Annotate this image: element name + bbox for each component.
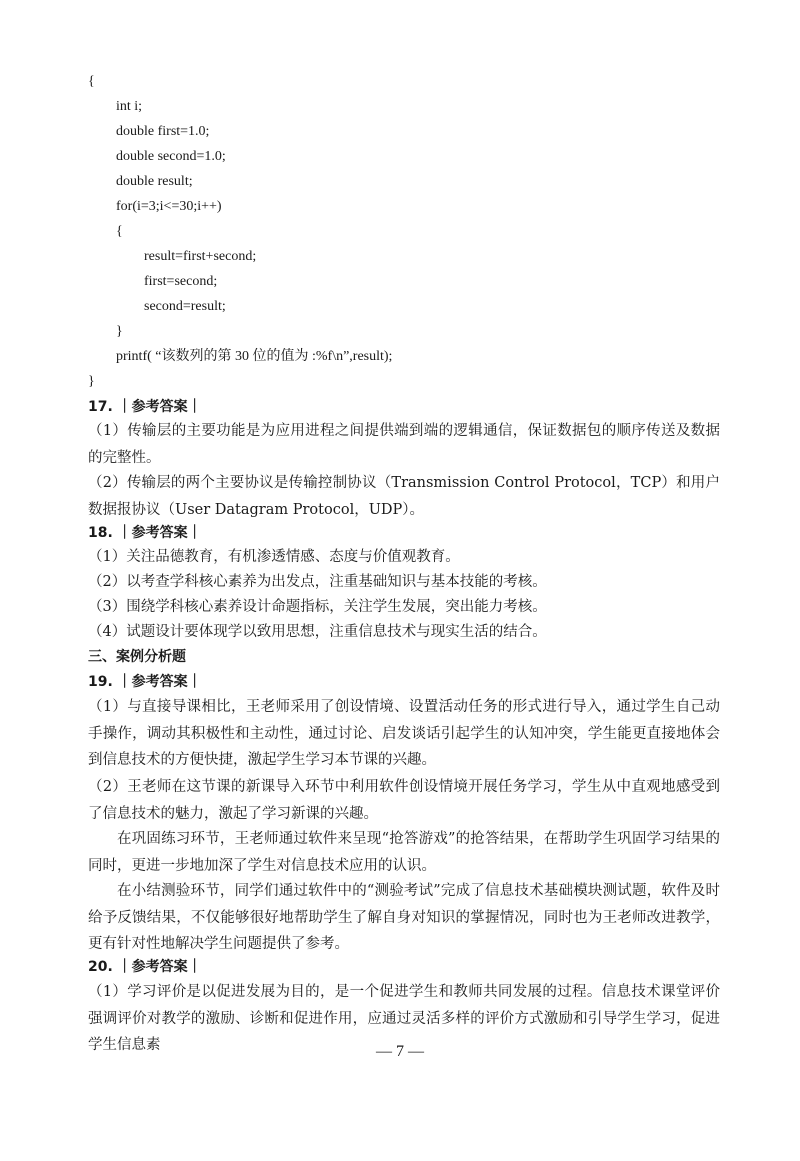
q19-answer-3: 在巩固练习环节，王老师通过软件来呈现“抢答游戏”的抢答结果，在帮助学生巩固学习结果的同时，更进一步地加深了学生对信息技术应用的认识。	[88, 831, 720, 874]
q19-answer-2: （2）王老师在这节课的新课导入环节中利用软件创设情境开展任务学习，学生从中直观地感受到了信息技术的魅力，激起了学习新课的兴趣。	[88, 779, 720, 822]
q19-answer-1: （1）与直接导课相比，王老师采用了创设情境、设置活动任务的形式进行导入，通过学生自己动手操作，调动其积极性和主动性，通过讨论、启发谈话引起学生的认知冲突，学生能更直接地体会到信息技术的方便快捷，激起学生学习本节课的兴趣。	[88, 699, 720, 768]
q19-answer-4: 在小结测验环节，同学们通过软件中的“测验考试”完成了信息技术基础模块测试题，软件及时给予反馈结果，不仅能够很好地帮助学生了解自身对知识的掌握情况，同时也为王老师改进教学，更有针对性地解决学生问题提供了参考。	[88, 883, 720, 952]
page-number: — 7 —	[376, 1043, 424, 1060]
code-line: second=result;	[144, 299, 226, 314]
q17-answer-2: （2）传输层的两个主要协议是传输控制协议（Transmission Control Protocol，TCP）和用户数据报协议（User Datagram Protocol，UDP）。	[88, 475, 720, 518]
q17-answer-1: （1）传输层的主要功能是为应用进程之间提供端到端的逻辑通信，保证数据包的顺序传送及数据的完整性。	[88, 423, 720, 466]
q18-answer-3: （3）围绕学科核心素养设计命题指标，关注学生发展，突出能力考核。	[88, 599, 547, 615]
question-18-heading: 18. ｜参考答案｜	[88, 525, 202, 541]
code-line: printf( “该数列的第 30 位的值为 :%f\n”,result);	[116, 349, 393, 364]
question-19-heading: 19. ｜参考答案｜	[88, 674, 202, 690]
code-line: first=second;	[144, 274, 218, 289]
code-line: }	[116, 324, 123, 339]
section-3-heading: 三、案例分析题	[88, 649, 186, 665]
code-line: double first=1.0;	[116, 124, 210, 139]
q20-answer-1: （1）学习评价是以促进发展为目的，是一个促进学生和教师共同发展的过程。信息技术课堂评价强调评价对教学的激励、诊断和促进作用，应通过灵活多样的评价方式激励和引导学生学习，促进学生信息素	[88, 984, 720, 1053]
q18-answer-2: （2）以考查学科核心素养为出发点，注重基础知识与基本技能的考核。	[88, 574, 547, 590]
code-close-brace: }	[88, 374, 95, 389]
question-17-heading: 17. ｜参考答案｜	[88, 399, 202, 415]
code-line: double result;	[116, 174, 193, 189]
code-line: int i;	[116, 99, 143, 114]
q18-answer-4: （4）试题设计要体现学以致用思想，注重信息技术与现实生活的结合。	[88, 624, 547, 640]
q18-answer-1: （1）关注品德教育，有机渗透情感、态度与价值观教育。	[88, 549, 460, 565]
code-line: result=first+second;	[144, 249, 257, 264]
code-line: double second=1.0;	[116, 149, 226, 164]
code-open-brace: {	[88, 74, 95, 89]
code-line: {	[116, 224, 123, 239]
question-20-heading: 20. ｜参考答案｜	[88, 959, 202, 975]
code-line: for(i=3;i<=30;i++)	[116, 199, 222, 214]
